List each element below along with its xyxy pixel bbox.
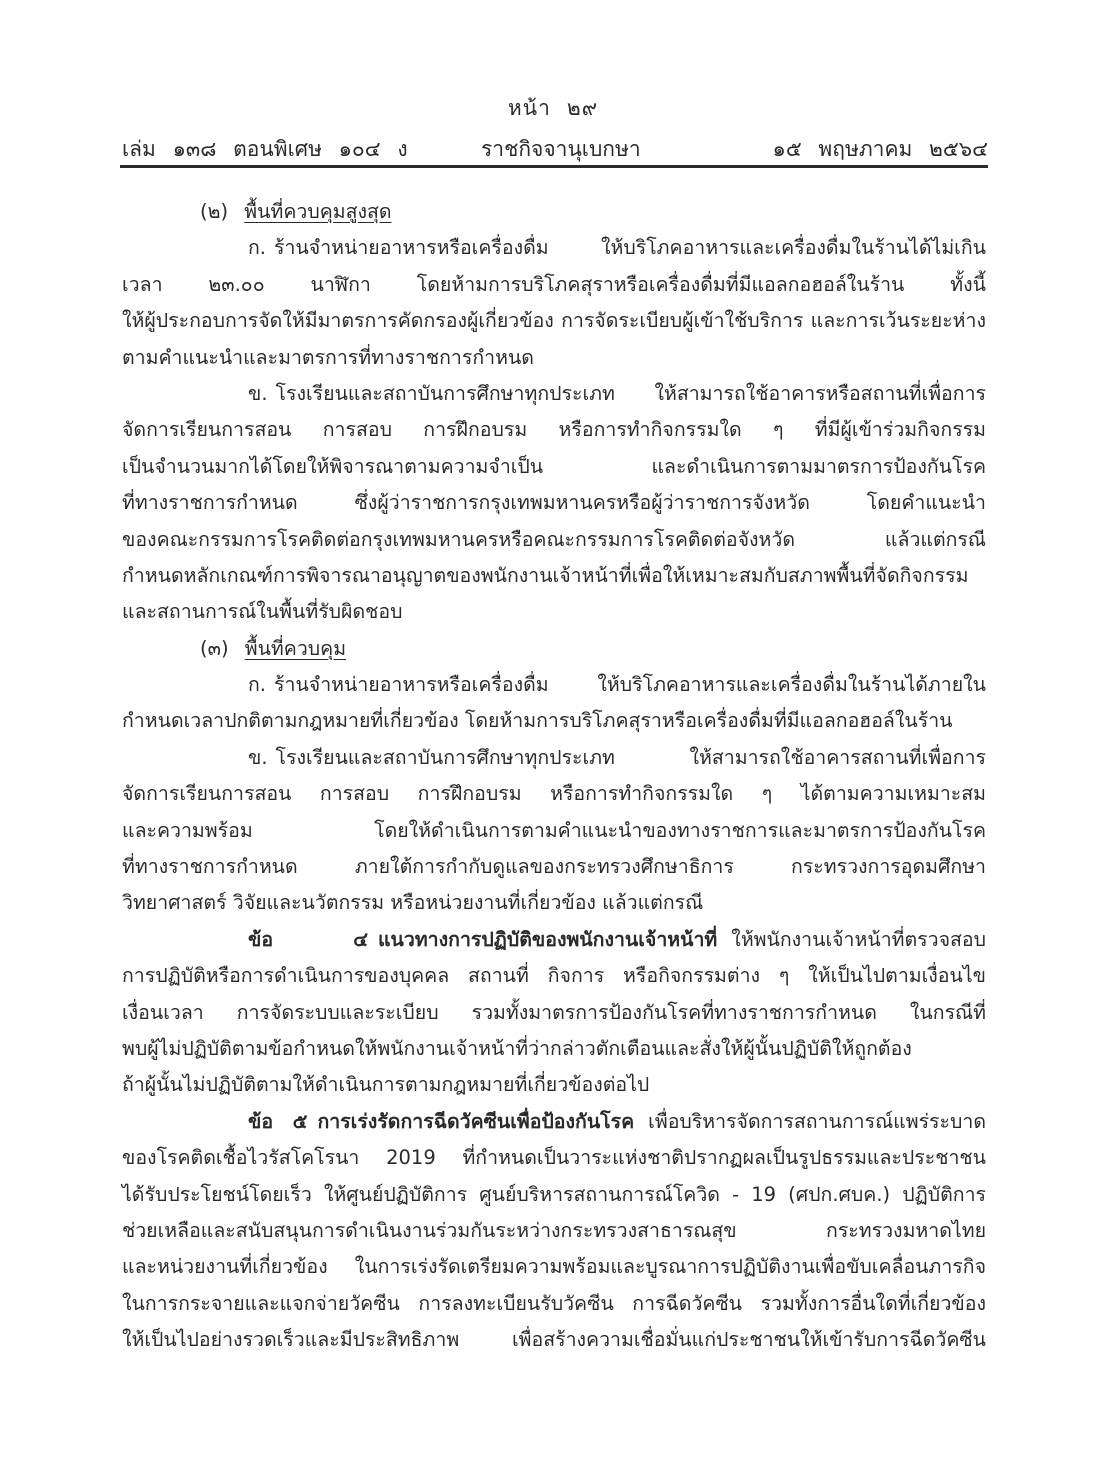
- paragraph-line: จัดการเรียนการสอน การสอบ การฝึกอบรม หรือการทำกิจกรรมใด ๆ ได้ตามความเหมาะสม: [122, 782, 986, 806]
- clause-label: ข้อ ๔: [248, 927, 368, 951]
- paragraph-line: เป็นจำนวนมากได้โดยให้พิจารณาตามความจำเป็น และดำเนินการตามมาตรการป้องกันโรค: [122, 454, 986, 478]
- item-label: ข.: [248, 745, 268, 769]
- paragraph-line: กำหนดเวลาปกติตามกฎหมายที่เกี่ยวข้อง โดยห้ามการบริโภคสุราหรือเครื่องดื่มที่มีแอลกอฮอล์ในร้าน: [122, 709, 953, 733]
- paragraph-line: ที่ทางราชการกำหนด ภายใต้การกำกับดูแลของกระทรวงศึกษาธิการ กระทรวงการอุดมศึกษา: [122, 855, 986, 879]
- paragraph-line: ในการกระจายและแจกจ่ายวัคซีน การลงทะเบียนรับวัคซีน การฉีดวัคซีน รวมทั้งการอื่นใดที่เกี่ยวข้อง: [122, 1291, 986, 1315]
- paragraph-line: [122, 740, 986, 776]
- header-rule: [120, 165, 988, 168]
- item-label: ก.: [248, 673, 267, 697]
- document-body: [122, 194, 986, 1359]
- text: ร้านจำหน่ายอาหารหรือเครื่องดื่ม ให้บริโภคอาหารและเครื่องดื่มในร้านได้ไม่เกิน: [274, 236, 986, 260]
- running-header: [122, 133, 988, 163]
- paragraph-line: [122, 667, 986, 703]
- paragraph-line: จัดการเรียนการสอน การสอบ การฝึกอบรม หรือการทำกิจกรรมใด ๆ ที่มีผู้เข้าร่วมกิจกรรม: [122, 418, 986, 442]
- text: โรงเรียนและสถาบันการศึกษาทุกประเภท ให้สามารถใช้อาคารสถานที่เพื่อการ: [275, 745, 986, 769]
- page-label: หน้า: [507, 96, 551, 120]
- item-label: ก.: [248, 236, 267, 260]
- paragraph-line: ได้รับประโยชน์โดยเร็ว ให้ศูนย์ปฏิบัติการ ศูนย์บริหารสถานการณ์โควิด - 19 (ศปก.ศบค.) ปฏิบัติการ: [122, 1182, 986, 1206]
- page-number-value: ๒๙: [566, 96, 599, 120]
- paragraph-line: ให้ผู้ประกอบการจัดให้มีมาตรการคัดกรองผู้เกี่ยวข้อง การจัดระเบียบผู้เข้าใช้บริการ และการเว้นระยะห่าง: [122, 309, 986, 333]
- text: ร้านจำหน่ายอาหารหรือเครื่องดื่ม ให้บริโภคอาหารและเครื่องดื่มในร้านได้ภายใน: [274, 673, 986, 697]
- section-heading: [122, 194, 986, 230]
- text: โรงเรียนและสถาบันการศึกษาทุกประเภท ให้สามารถใช้อาคารหรือสถานที่เพื่อการ: [275, 381, 986, 405]
- paragraph-line: [122, 376, 986, 412]
- paragraph-line: [122, 230, 986, 266]
- clause-title: แนวทางการปฏิบัติของพนักงานเจ้าหน้าที่: [377, 927, 718, 951]
- paragraph-line: ช่วยเหลือและสนับสนุนการดำเนินงานร่วมกันระหว่างกระทรวงสาธารณสุข กระทรวงมหาดไทย: [122, 1218, 986, 1242]
- paragraph-line: วิทยาศาสตร์ วิจัยและนวัตกรรม หรือหน่วยงานที่เกี่ยวข้อง แล้วแต่กรณี: [122, 891, 704, 915]
- paragraph-line: พบผู้ไม่ปฏิบัติตามข้อกำหนดให้พนักงานเจ้าหน้าที่ว่ากล่าวตักเตือนและสั่งให้ผู้นั้นปฏิบัติให้ถูกต้อง: [122, 1036, 912, 1060]
- clause-heading-line: [122, 1104, 986, 1140]
- paragraph-line: ถ้าผู้นั้นไม่ปฏิบัติตามให้ดำเนินการตามกฎหมายที่เกี่ยวข้องต่อไป: [122, 1073, 650, 1097]
- paragraph-line: และหน่วยงานที่เกี่ยวข้อง ในการเร่งรัดเตรียมความพร้อมและบูรณาการปฏิบัติงานเพื่อขับเคลื่อนภารกิจ: [122, 1255, 986, 1279]
- clause-title: การเร่งรัดการฉีดวัคซีนเพื่อป้องกันโรค: [317, 1109, 635, 1133]
- paragraph-line: และสถานการณ์ในพื้นที่รับผิดชอบ: [122, 600, 403, 624]
- publication-date: ๑๕ พฤษภาคม ๒๕๖๔: [772, 137, 988, 161]
- paragraph-line: เงื่อนเวลา การจัดระบบและระเบียบ รวมทั้งมาตรการป้องกันโรคที่ทางราชการกำหนด ในกรณีที่: [122, 1000, 986, 1024]
- section-number: (๒): [200, 200, 229, 223]
- paragraph-line: ให้เป็นไปอย่างรวดเร็วและมีประสิทธิภาพ เพื่อสร้างความเชื่อมั่นแก่ประชาชนให้เข้ารับการฉีดวัคซีน: [122, 1328, 986, 1352]
- clause-heading-line: [122, 922, 986, 958]
- publication-name: ราชกิจจานุเบกษา: [481, 137, 641, 161]
- text: ให้พนักงานเจ้าหน้าที่ตรวจสอบ: [731, 927, 986, 951]
- paragraph-line: และความพร้อม โดยให้ดำเนินการตามคำแนะนำของทางราชการและมาตรการป้องกันโรค: [122, 818, 986, 842]
- page-number: [0, 92, 1106, 125]
- paragraph-line: กำหนดหลักเกณฑ์การพิจารณาอนุญาตของพนักงานเจ้าหน้าที่เพื่อให้เหมาะสมกับสภาพพื้นที่จัดกิจกรรม: [122, 563, 969, 587]
- paragraph-line: ของคณะกรรมการโรคติดต่อกรุงเทพมหานครหรือคณะกรรมการโรคติดต่อจังหวัด แล้วแต่กรณี: [122, 527, 986, 551]
- paragraph-line: ที่ทางราชการกำหนด ซึ่งผู้ว่าราชการกรุงเทพมหานครหรือผู้ว่าราชการจังหวัด โดยคำแนะนำ: [122, 491, 986, 515]
- section-title: พื้นที่ควบคุม: [244, 636, 347, 660]
- section-number: (๓): [200, 636, 229, 660]
- paragraph-line: ของโรคติดเชื้อไวรัสโคโรนา 2019 ที่กำหนดเป็นวาระแห่งชาติปรากฏผลเป็นรูปธรรมและประชาชน: [122, 1146, 986, 1170]
- section-heading: [122, 631, 986, 667]
- item-label: ข.: [248, 381, 268, 405]
- paragraph-line: ตามคำแนะนำและมาตรการที่ทางราชการกำหนด: [122, 345, 534, 369]
- volume-info: เล่ม ๑๓๘ ตอนพิเศษ ๑๐๔ ง: [122, 137, 408, 161]
- paragraph-line: เวลา ๒๓.๐๐ นาฬิกา โดยห้ามการบริโภคสุราหรือเครื่องดื่มที่มีแอลกอฮอล์ในร้าน ทั้งนี้: [122, 272, 986, 296]
- text: เพื่อบริหารจัดการสถานการณ์แพร่ระบาด: [648, 1109, 986, 1133]
- paragraph-line: การปฏิบัติหรือการดำเนินการของบุคคล สถานที่ กิจการ หรือกิจกรรมต่าง ๆ ให้เป็นไปตามเงื่อนไข: [122, 964, 986, 988]
- clause-label: ข้อ ๕: [248, 1109, 308, 1133]
- section-title: พื้นที่ควบคุมสูงสุด: [244, 200, 392, 223]
